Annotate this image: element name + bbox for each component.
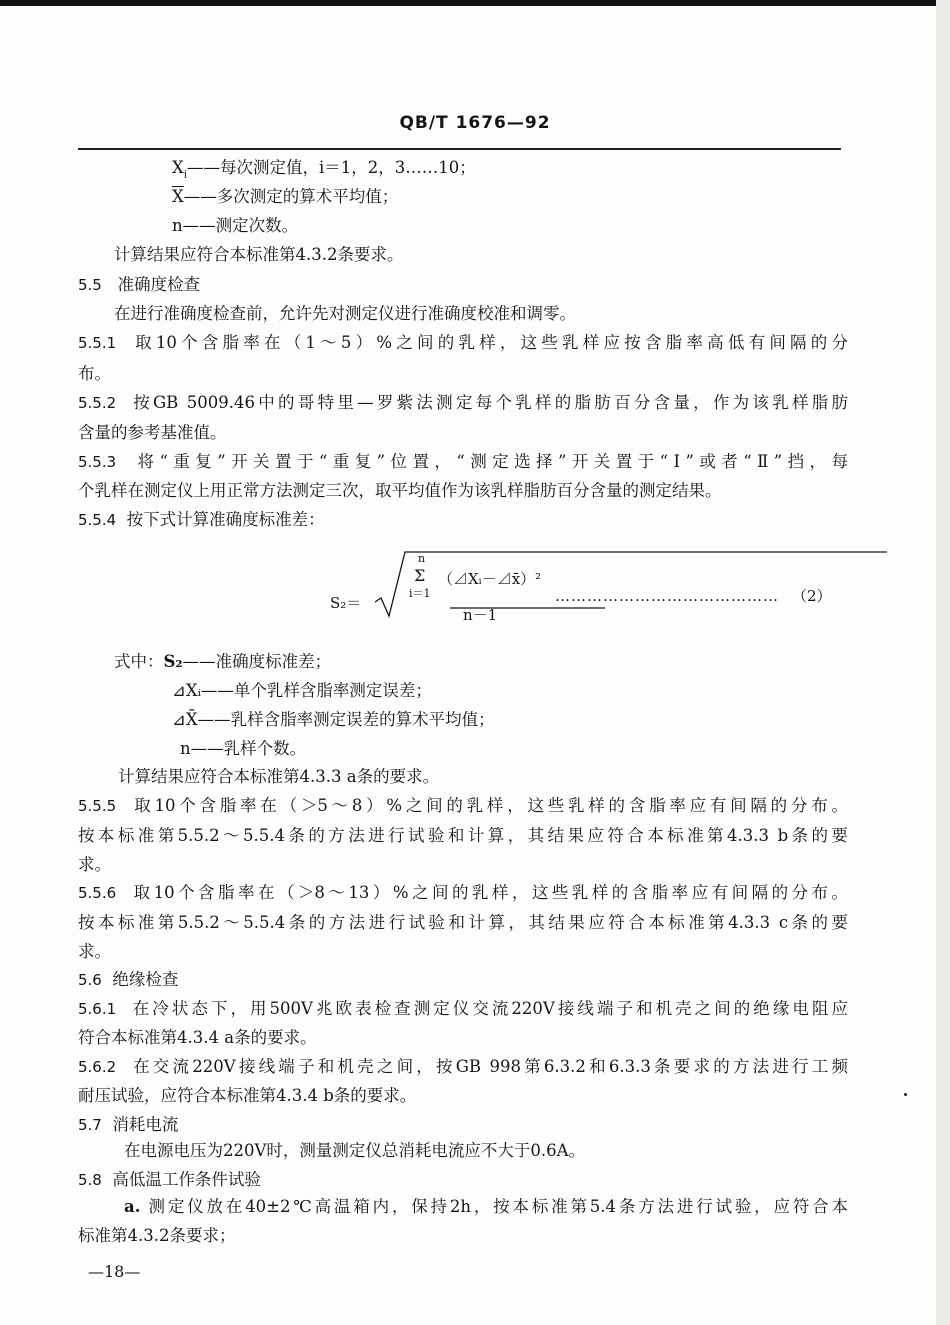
def-symbol: ⊿Xᵢ	[172, 681, 201, 700]
item-label: a.	[124, 1197, 141, 1216]
def-subscript: i	[183, 169, 187, 181]
item-text: 测定仪放在40±2℃高温箱内，保持2h，按本标准第5.4条方法进行试验，应符合本	[148, 1197, 848, 1216]
clause-number: 5.5.5	[78, 797, 117, 815]
section-title: 绝缘检查	[112, 970, 179, 989]
section-5-8	[78, 1170, 261, 1190]
clause-text: 在冷状态下，用500V兆欧表检查测定仪交流220V接线端子和机壳之间的绝缘电阻应	[132, 999, 848, 1018]
clause-number: 5.5.3	[78, 453, 117, 471]
section-number: 5.6	[78, 971, 102, 989]
clause-text: 取10个含脂率在（＞8～13）%之间的乳样，这些乳样的含脂率应有间隔的分布。	[133, 883, 848, 902]
paragraph-5-5-6-line2: 按本标准第5.5.2～5.5.4条的方法进行试验和计算，其结果应符合本标准第4.3.3 c条的要	[78, 913, 848, 932]
def-delta-xi	[172, 681, 432, 701]
paragraph-5-5-3-cont: 个乳样在测定仪上用正常方法测定三次，取平均值作为该乳样脂肪百分含量的测定结果。	[78, 481, 722, 500]
clause-number: 5.6.2	[78, 1058, 117, 1076]
clause-number: 5.5.2	[78, 394, 117, 412]
scan-right-edge	[936, 0, 950, 1325]
result-text-2: 计算结果应符合本标准第4.3.3 a条的要求。	[118, 767, 440, 786]
scan-speck	[904, 1093, 907, 1096]
def-text: ——单个乳样含脂率测定误差；	[200, 681, 432, 700]
def-symbol: $\overline{X}$	[172, 187, 184, 206]
section-number: 5.8	[78, 1171, 102, 1189]
paragraph-5-5-2-cont: 含量的参考基准值。	[78, 423, 227, 442]
section-number: 5.7	[78, 1116, 102, 1134]
section-number: 5.5	[78, 276, 102, 294]
clause-number: 5.5.1	[78, 334, 117, 352]
paragraph-5-5-6-line3: 求。	[78, 942, 111, 961]
def-symbol: n	[180, 739, 191, 758]
def-text: ——测定次数。	[182, 216, 299, 235]
formula-leader-dots: ……………………………………	[555, 587, 779, 605]
paragraph-5-5-5-line3: 求。	[78, 855, 111, 874]
def-text: ——每次测定值，i＝1，2，3……10；	[186, 158, 476, 177]
def-text: ——乳样个数。	[190, 739, 307, 758]
paragraph-5-6-2-cont: 耐压试验，应符合本标准第4.3.4 b条的要求。	[78, 1086, 417, 1105]
paragraph-5-5-3	[78, 452, 848, 472]
formula-numerator: （⊿Xᵢ－⊿x̄）²	[438, 570, 542, 588]
def-text: ——乳样含脂率测定误差的算术平均值；	[197, 710, 495, 729]
def-delta-xbar	[172, 710, 495, 730]
paragraph-5-6-2	[78, 1057, 848, 1077]
result-text-1: 计算结果应符合本标准第4.3.2条要求。	[114, 245, 404, 264]
formula-lhs: S₂＝	[330, 594, 362, 612]
clause-number: 5.5.6	[78, 884, 117, 902]
def-symbol: ⊿X̄	[172, 710, 198, 729]
defs-lead: 式中：	[114, 652, 164, 671]
formula-2	[330, 540, 850, 630]
def-text: ——准确度标准差；	[182, 652, 332, 671]
def-s2	[114, 652, 331, 672]
paragraph-5-5-6	[78, 883, 848, 903]
def-symbol: S₂	[163, 652, 183, 671]
clause-text: 在交流220V接线端子和机壳之间，按GB 998第6.3.2和6.3.3条要求的方法进行工频	[133, 1057, 848, 1076]
def-xi	[172, 158, 476, 185]
paragraph-5-8-a	[124, 1197, 848, 1217]
page-number: —18—	[88, 1262, 141, 1281]
paragraph-5-5-2	[78, 393, 848, 413]
clause-text: 取10个含脂率在（1～5）%之间的乳样，这些乳样应按含脂率高低有间隔的分	[135, 333, 848, 352]
clause-number: 5.6.1	[78, 1000, 117, 1018]
section-title: 高低温工作条件试验	[112, 1170, 261, 1189]
def-symbol: X	[172, 158, 184, 177]
paragraph-5-5-4	[78, 510, 325, 530]
def-text: ——多次测定的算术平均值；	[183, 187, 399, 206]
paragraph-5-6-1-cont: 符合本标准第4.3.4 a条的要求。	[78, 1028, 317, 1047]
section-5-6	[78, 970, 178, 990]
paragraph-5-5-5-line2: 按本标准第5.5.2～5.5.4条的方法进行试验和计算，其结果应符合本标准第4.3.3 b条的要	[78, 826, 848, 845]
header-rule	[78, 148, 841, 150]
clause-number: 5.5.4	[78, 511, 117, 529]
sum-upper-limit: n	[418, 552, 426, 565]
equation-number: （2）	[792, 587, 832, 605]
clause-text: 按下式计算准确度标准差：	[126, 510, 325, 529]
def-n-samples	[180, 739, 306, 759]
section-title: 消耗电流	[112, 1115, 179, 1134]
page-header: QB/T 1676—92	[399, 113, 551, 133]
section-5-7	[78, 1115, 178, 1135]
def-n	[172, 216, 298, 236]
paragraph-5-6-1	[78, 999, 848, 1019]
sum-lower-limit: i＝1	[409, 587, 431, 600]
paragraph-5-5-5	[78, 796, 848, 816]
def-symbol: n	[172, 216, 183, 235]
scan-top-border	[0, 0, 950, 6]
clause-text: 取10个含脂率在（＞5～8）%之间的乳样，这些乳样的含脂率应有间隔的分布。	[134, 796, 848, 815]
section-title: 准确度检查	[117, 275, 201, 294]
section-5-5	[78, 275, 200, 295]
paragraph-5-5-intro: 在进行准确度检查前，允许先对测定仪进行准确度校准和调零。	[114, 304, 576, 323]
paragraph-5-8-a-cont: 标准第4.3.2条要求；	[78, 1226, 236, 1245]
def-xbar	[172, 187, 398, 207]
paragraph-5-5-1	[78, 333, 848, 353]
sigma-symbol: Σ	[414, 566, 426, 585]
clause-text: 按GB 5009.46中的哥特里—罗紫法测定每个乳样的脂肪百分含量，作为该乳样脂肪	[133, 393, 848, 412]
paragraph-5-7: 在电源电压为220V时，测量测定仪总消耗电流应不大于0.6A。	[124, 1141, 586, 1160]
clause-text: 将“重复”开关置于“重复”位置，“测定选择”开关置于“Ⅰ”或者“Ⅱ”挡，每	[137, 452, 848, 471]
paragraph-5-5-1-cont: 布。	[78, 364, 111, 383]
formula-denominator: n－1	[463, 606, 498, 624]
